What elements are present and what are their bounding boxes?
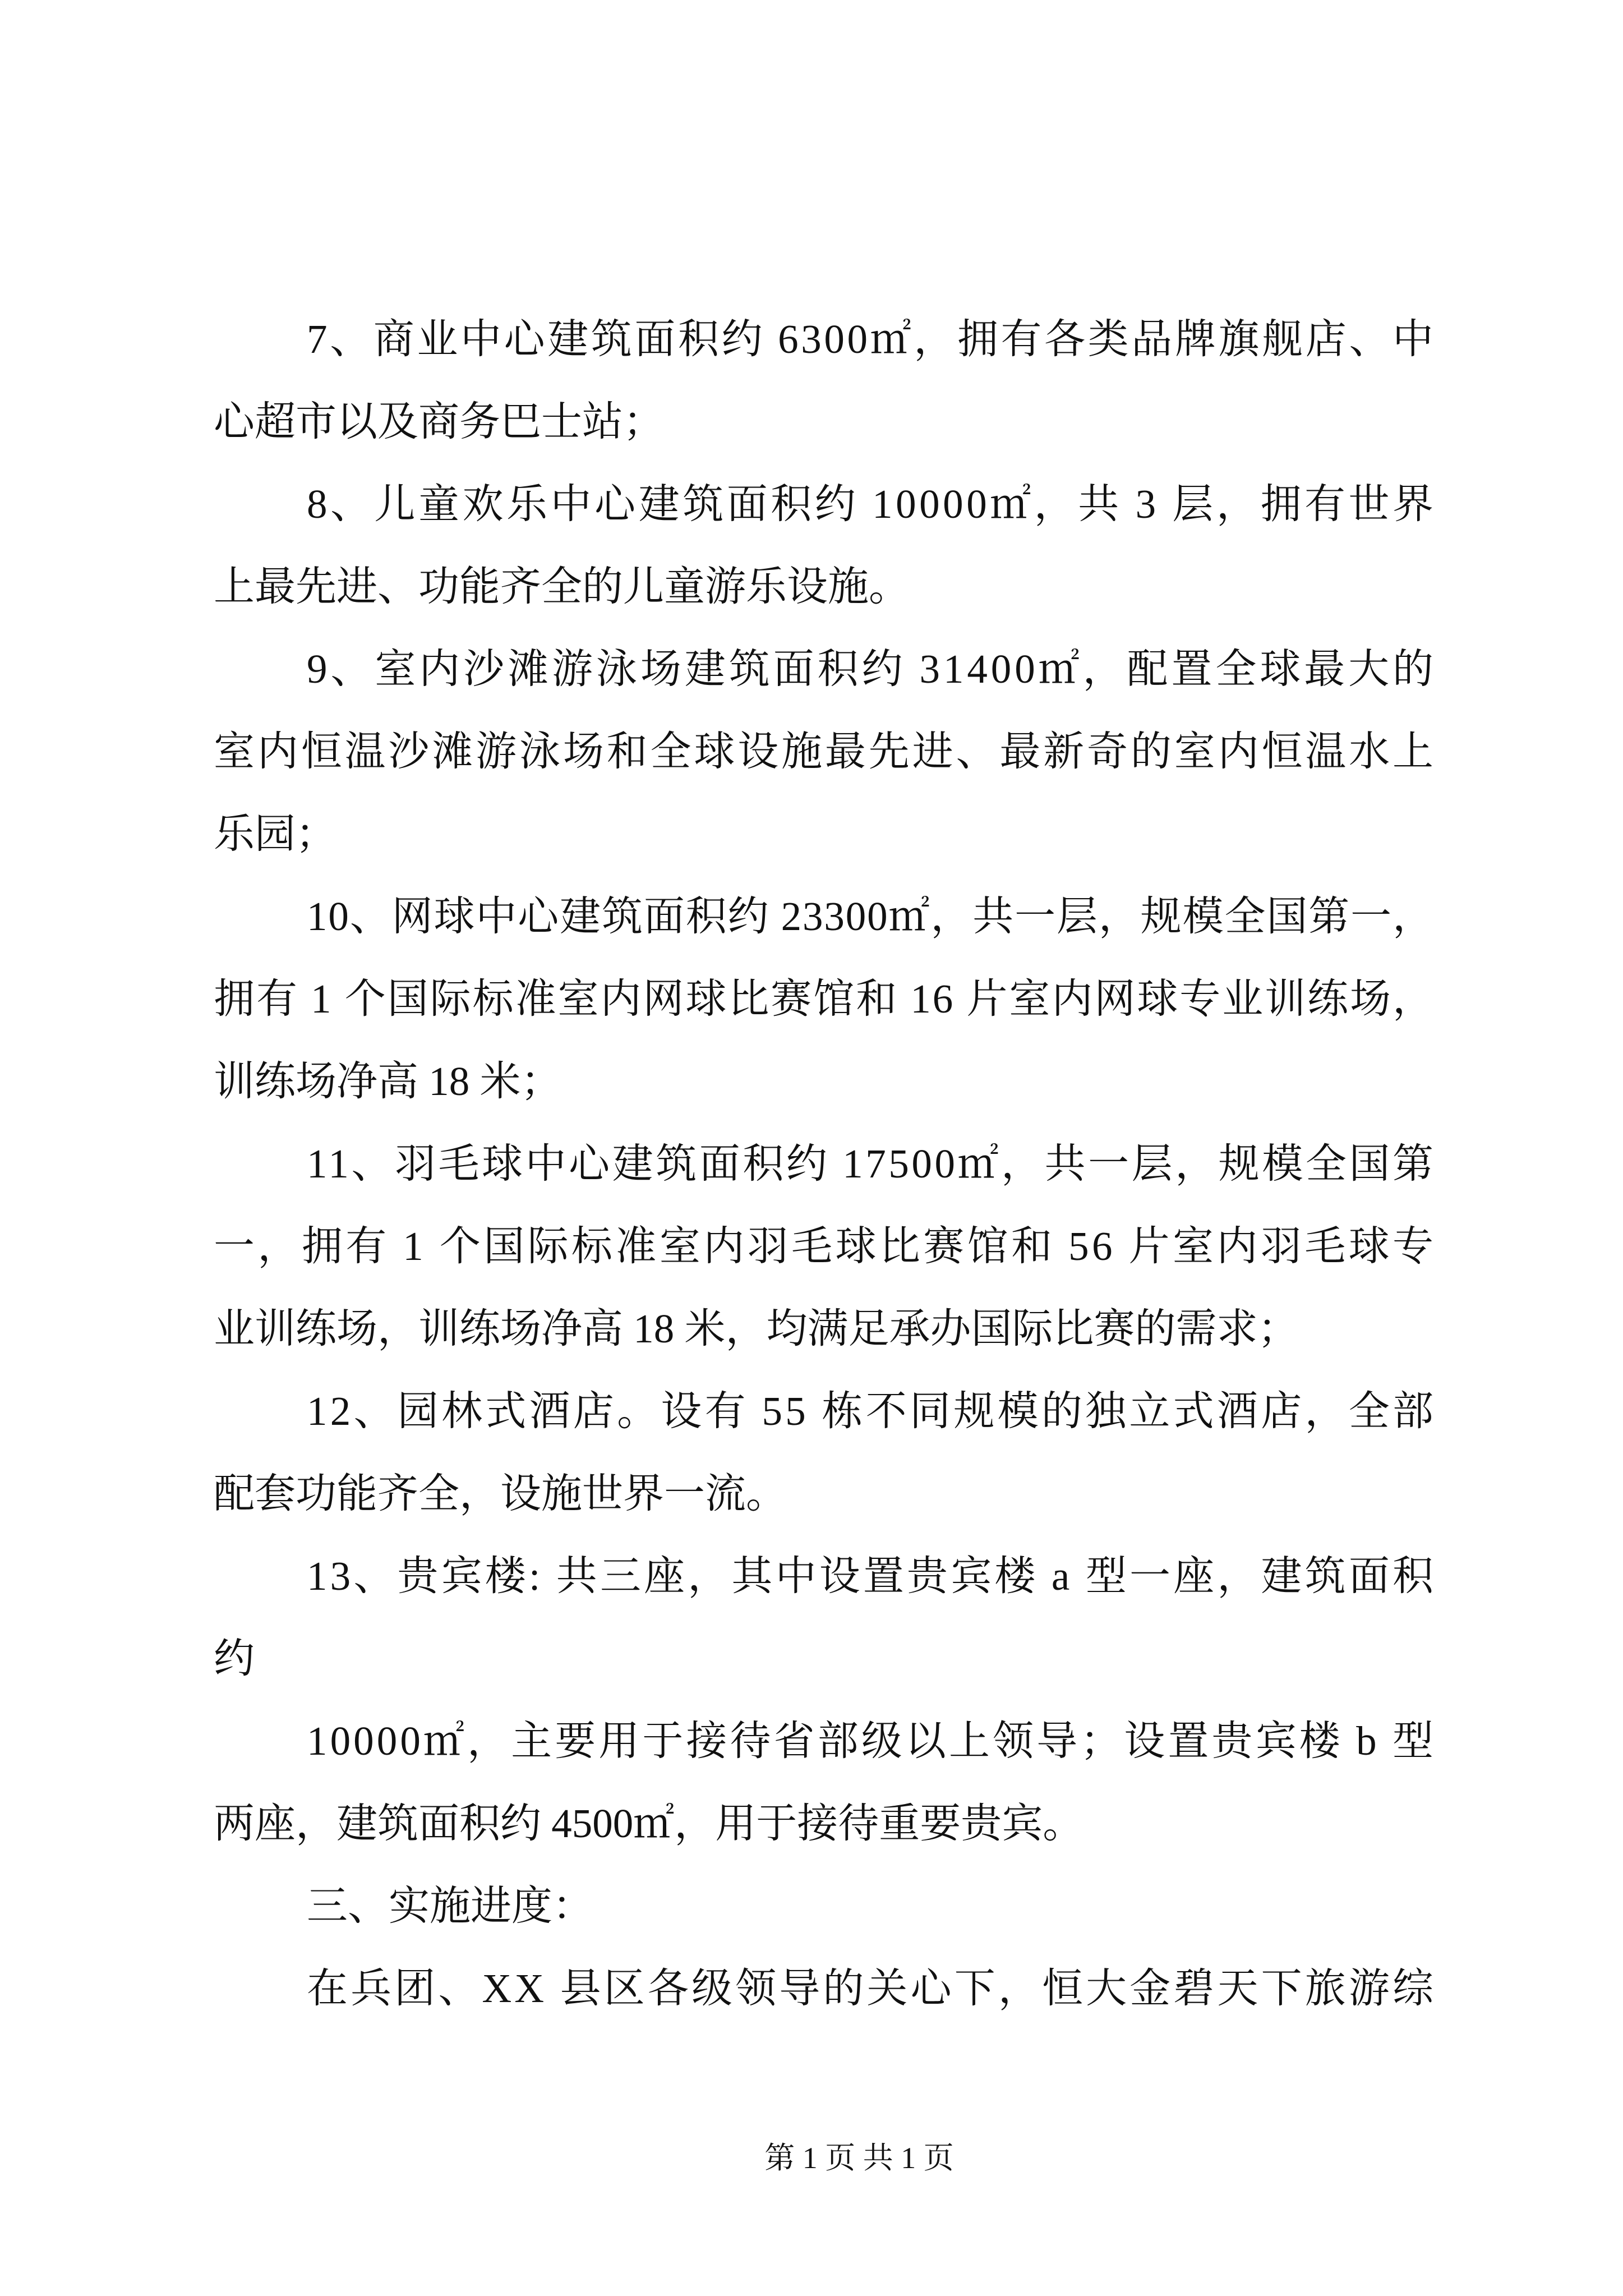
text-line: 上最先进、功能齐全的儿童游乐设施。 [214, 564, 910, 609]
text-line: 约 [214, 1636, 255, 1681]
paragraph [214, 1370, 1437, 1535]
text-line: 拥有 1 个国际标准室内网球比赛馆和 16 片室内网球专业训练场， [214, 976, 1435, 1022]
text-line: 心超市以及商务巴士站； [214, 399, 664, 444]
text-line: 训练场净高 18 米； [214, 1059, 562, 1104]
section-heading [214, 1865, 1433, 1947]
paragraph [214, 628, 1437, 875]
text-line: 三、实施进度： [307, 1883, 593, 1929]
paragraph [214, 463, 1437, 628]
text-line: 业训练场，训练场净高 18 米，均满足承办国际比赛的需求； [214, 1306, 1299, 1351]
paragraph [214, 298, 1436, 463]
text-line: 10000㎡，主要用于接待省部级以上领导；设置贵宾楼 b 型 [307, 1718, 1437, 1764]
paragraph [214, 875, 1433, 1122]
paragraph [214, 1122, 1437, 1370]
text-line: 8、儿童欢乐中心建筑面积约 10000㎡，共 3 层，拥有世界 [307, 481, 1437, 527]
document-body [214, 298, 1437, 2030]
text-line: 在兵团、XX 县区各级领导的关心下，恒大金碧天下旅游综 [307, 1966, 1437, 2011]
text-line: 乐园； [214, 811, 336, 857]
text-line: 室内恒温沙滩游泳场和全球设施最先进、最新奇的室内恒温水上 [214, 729, 1436, 774]
text-line: 两座，建筑面积约 4500㎡，用于接待重要贵宾。 [214, 1801, 1084, 1846]
text-line: 9、室内沙滩游泳场建筑面积约 31400㎡，配置全球最大的 [307, 646, 1437, 692]
text-line: 11、羽毛球中心建筑面积约 17500㎡，共一层，规模全国第 [307, 1141, 1436, 1186]
paragraph [214, 1947, 1437, 2030]
text-line: 一，拥有 1 个国际标准室内羽毛球比赛馆和 56 片室内羽毛球专 [214, 1223, 1437, 1269]
paragraph [214, 1700, 1437, 1865]
paragraph [214, 1535, 1437, 1700]
text-line: 7、商业中心建筑面积约 6300㎡，拥有各类品牌旗舰店、中 [307, 316, 1436, 362]
text-line: 10、网球中心建筑面积约 23300㎡，共一层，规模全国第一， [307, 894, 1435, 939]
page-footer: 第 1 页 共 1 页 [764, 2141, 954, 2175]
text-line: 13、贵宾楼: 共三座，其中设置贵宾楼 a 型一座，建筑面积 [307, 1553, 1437, 1599]
text-line: 12、园林式酒店。设有 55 栋不同规模的独立式酒店，全部 [307, 1388, 1437, 1434]
text-line: 配套功能齐全，设施世界一流。 [214, 1471, 787, 1516]
